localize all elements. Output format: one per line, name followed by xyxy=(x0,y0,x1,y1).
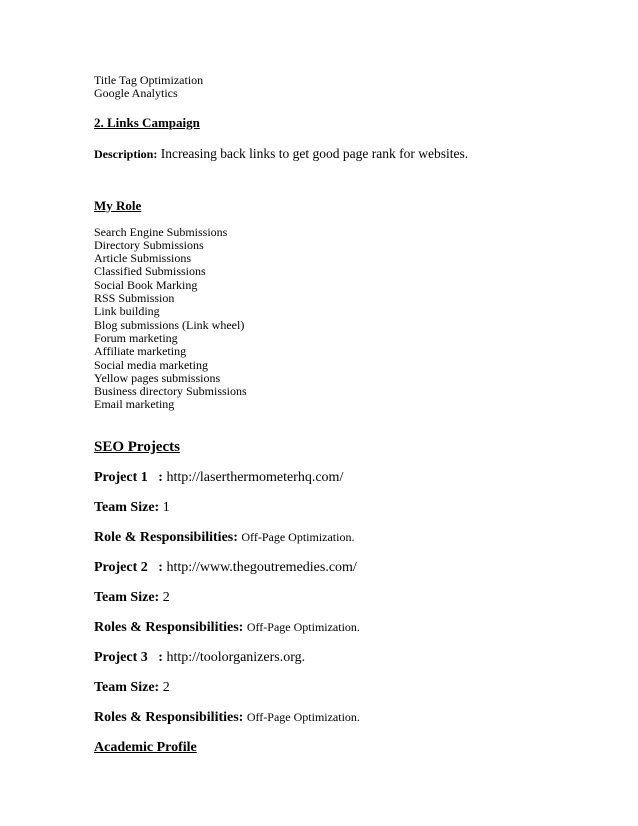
my-role-heading: My Role xyxy=(94,197,142,213)
responsibilities-text: Off-Page Optimization. xyxy=(241,529,355,544)
links-campaign-heading: 2. Links Campaign xyxy=(94,114,200,130)
document-page xyxy=(94,74,614,756)
project-line xyxy=(94,470,614,486)
project-line xyxy=(94,560,614,576)
responsibilities-text: Off-Page Optimization. xyxy=(246,619,360,634)
team-size-label: Team Size: xyxy=(94,679,160,695)
skill-line: Google Analytics xyxy=(94,86,178,101)
project-url: http://www.thegoutremedies.com/ xyxy=(166,559,357,575)
responsibilities-text: Off-Page Optimization. xyxy=(246,709,360,724)
responsibilities-label: Roles & Responsibilities: xyxy=(94,619,244,635)
skill-line: Title Tag Optimization xyxy=(94,73,204,87)
role-item: Business directory Submissions xyxy=(94,384,247,399)
responsibilities-line xyxy=(94,710,614,726)
project-label: Project 3 : xyxy=(94,649,163,665)
team-size-line xyxy=(94,590,614,606)
responsibilities-line xyxy=(94,620,614,636)
team-size-value: 2 xyxy=(162,679,170,695)
role-item: Affiliate marketing xyxy=(94,344,187,359)
role-item: RSS Submission xyxy=(94,291,175,306)
responsibilities-line xyxy=(94,530,614,546)
team-size-line xyxy=(94,680,614,696)
role-item: Article Submissions xyxy=(94,251,192,266)
role-item: Classified Submissions xyxy=(94,264,206,279)
project-line xyxy=(94,650,614,666)
role-item: Link building xyxy=(94,304,160,319)
team-size-label: Team Size: xyxy=(94,589,160,605)
description-text: Increasing back links to get good page rank for websites. xyxy=(160,145,469,161)
role-item: Blog submissions (Link wheel) xyxy=(94,317,245,332)
academic-profile-heading: Academic Profile xyxy=(94,739,197,755)
team-size-value: 2 xyxy=(162,589,170,605)
role-item: Social media marketing xyxy=(94,357,208,372)
role-item: Directory Submissions xyxy=(94,237,204,252)
responsibilities-label: Role & Responsibilities: xyxy=(94,529,238,545)
project-url: http://toolorganizers.org. xyxy=(166,649,306,665)
role-item: Forum marketing xyxy=(94,330,178,345)
role-item: Yellow pages submissions xyxy=(94,370,221,385)
responsibilities-label: Roles & Responsibilities: xyxy=(94,709,244,725)
project-url: http://laserthermometerhq.com/ xyxy=(166,469,344,485)
description-line xyxy=(94,146,614,162)
description-label: Description: xyxy=(94,146,158,161)
role-list xyxy=(94,226,614,412)
project-label: Project 2 : xyxy=(94,559,163,575)
team-size-value: 1 xyxy=(162,499,170,515)
team-size-label: Team Size: xyxy=(94,499,160,515)
team-size-line xyxy=(94,500,614,516)
seo-projects-heading: SEO Projects xyxy=(94,438,180,455)
project-label: Project 1 : xyxy=(94,469,163,485)
role-item: Search Engine Submissions xyxy=(94,224,228,239)
role-item: Email marketing xyxy=(94,397,175,412)
role-item: Social Book Marking xyxy=(94,277,198,292)
